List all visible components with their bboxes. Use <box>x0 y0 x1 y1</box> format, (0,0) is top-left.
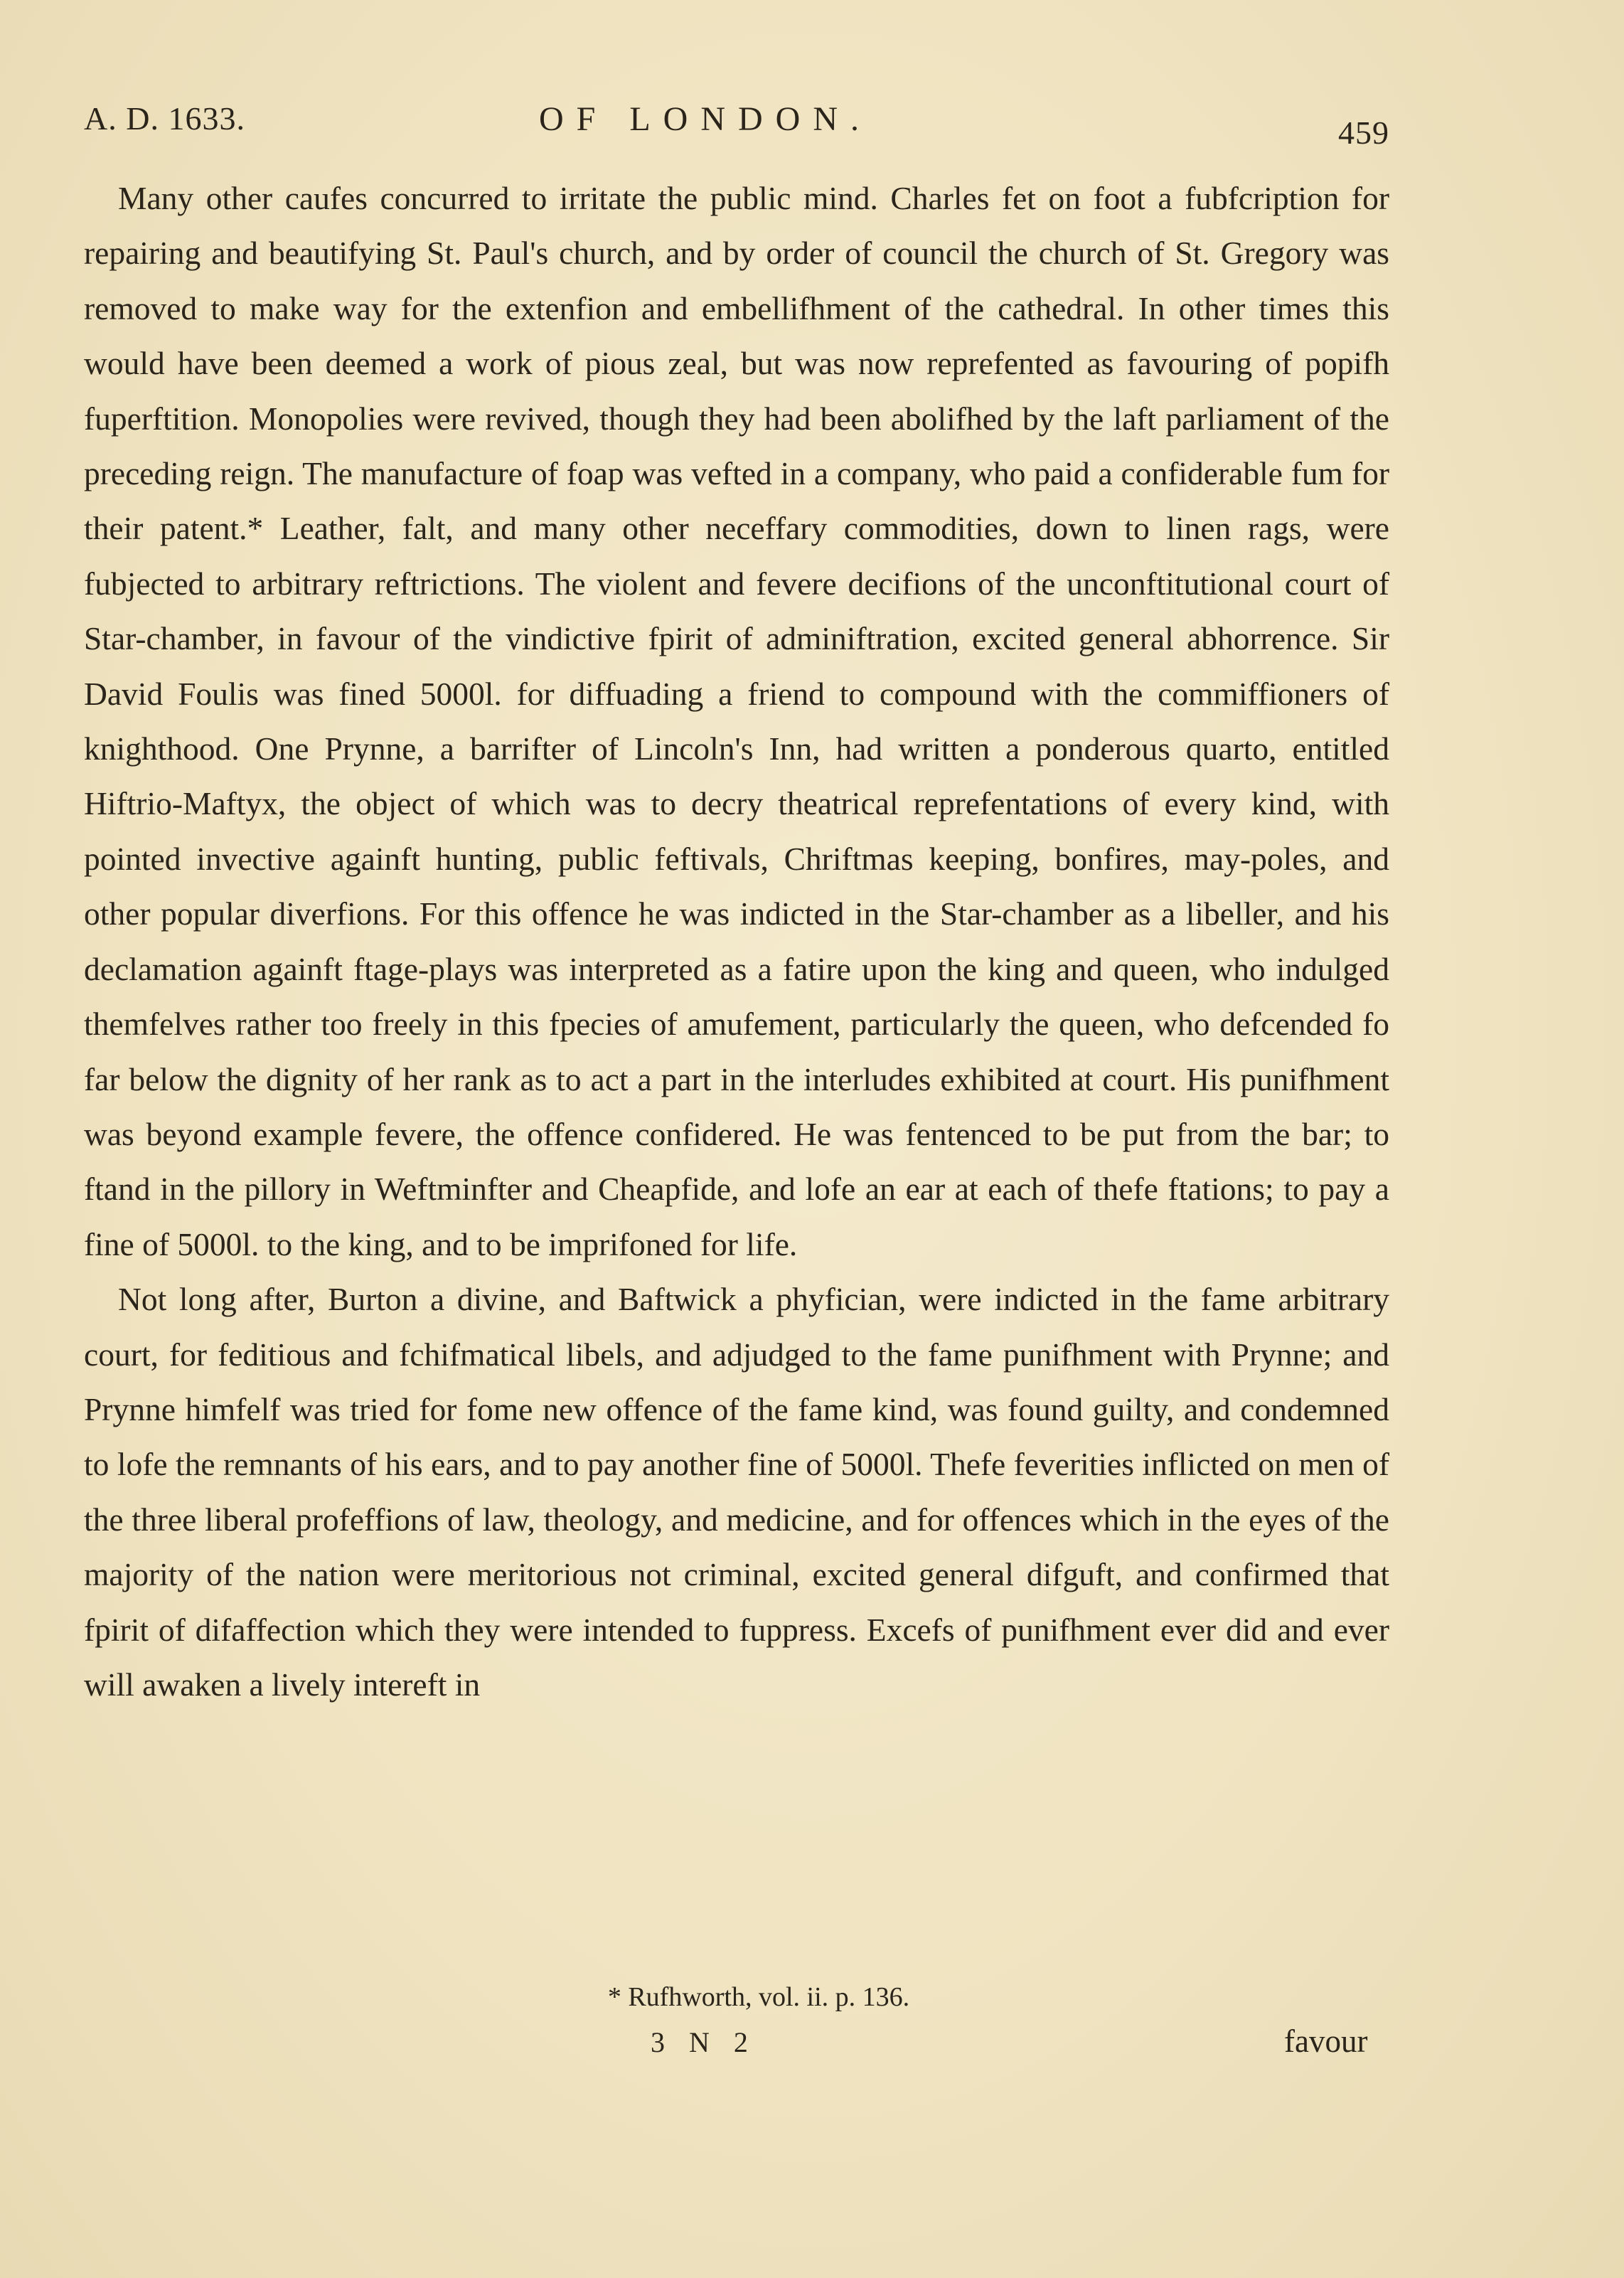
catchword: favour <box>1284 2023 1368 2059</box>
running-header <box>84 100 1389 149</box>
footnote: * Rufhworth, vol. ii. p. 136. <box>607 1982 910 2012</box>
body-text <box>84 171 1389 1712</box>
header-title: OF LONDON. <box>539 100 872 138</box>
header-date: A. D. 1633. <box>84 100 245 137</box>
paragraph: Many other caufes concurred to irritate the public mind. Charles fet on foot a fubfcription for repairing and beautifying St. Paul's church, and by order of council the church of St. Gregory was removed to make way for the extenfion and embellifhment of the cathedral. In other times this would have been deemed a work of pious zeal, but was now reprefented as favouring of popifh fuperftition. Monopolies were revived, though they had been abolifhed by the laft parliament of the preceding reign. The manufacture of foap was vefted in a company, who paid a confiderable fum for their patent.* Leather, falt, and many other neceffary commodities, down to linen rags, were fubjected to arbitrary reftrictions. The violent and fevere decifions of the unconftitutional court of Star-chamber, in favour of the vindictive fpirit of adminiftration, excited general abhorrence. Sir David Foulis was fined 5000l. for diffuading a friend to compound with the commiffioners of knighthood. One Prynne, a barrifter of Lincoln's Inn, had written a ponderous quarto, entitled Hiftrio-Maftyx, the object of which was to decry theatrical reprefentations of every kind, with pointed invective againft hunting, public feftivals, Chriftmas keeping, bonfires, may-poles, and other popular diverfions. For this offence he was indicted in the Star-chamber as a libeller, and his declamation againft ftage-plays was interpreted as a fatire upon the king and queen, who indulged themfelves rather too freely in this fpecies of amufement, particularly the queen, who defcended fo far below the dignity of her rank as to act a part in the interludes exhibited at court. His punifhment was beyond example fevere, the offence confidered. He was fentenced to be put from the bar; to ftand in the pillory in Weftminfter and Cheapfide, and lofe an ear at each of thefe ftations; to pay a fine of 5000l. to the king, and to be imprifoned for life. <box>84 180 1389 1262</box>
signature-mark: 3 N 2 <box>651 2026 757 2058</box>
paragraph: Not long after, Burton a divine, and Baftwick a phyfician, were indicted in the fame arbitrary court, for feditious and fchifmatical libels, and adjudged to the fame punifhment with Prynne; and Prynne himfelf was tried for fome new offence of the fame kind, was found guilty, and condemned to lofe the remnants of his ears, and to pay another fine of 5000l. Thefe feverities inflicted on men of the three liberal profeffions of law, theology, and medicine, and for offences which in the eyes of the majority of the nation were meritorious not criminal, excited general difguft, and confirmed that fpirit of difaffection which they were intended to fuppress. Excefs of punifhment ever did and ever will awaken a lively intereft in <box>84 1281 1389 1703</box>
page-number: 459 <box>1338 115 1389 151</box>
